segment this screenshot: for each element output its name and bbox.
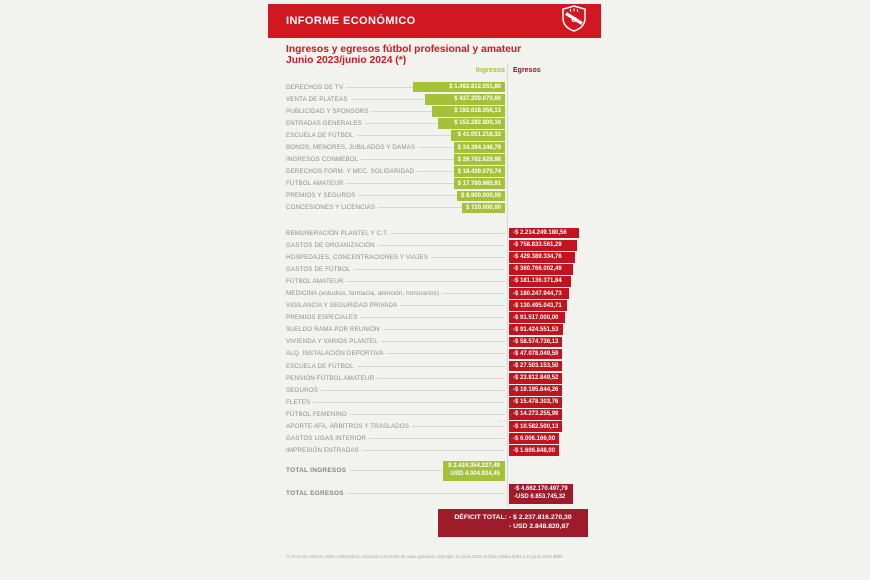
leader-line [412,426,505,427]
expense-value-bar: -$ 758.833.561,29 [509,240,577,251]
expense-value-bar: -$ 180.247.944,73 [509,288,569,299]
income-value-bar: $ 8.900.000,00 [457,191,505,202]
report-page [268,0,601,580]
total-egresos-label: TOTAL EGRESOS [286,490,344,497]
expense-value-bar: -$ 47.078.049,59 [509,349,562,360]
income-value-bar: $ 152.282.800,16 [438,118,505,129]
expense-label: GASTOS DE ORGANIZACIÓN [286,241,375,249]
income-row [286,117,601,129]
expense-label: FÚTBOL AMATEUR [286,277,344,285]
expense-row [286,396,601,408]
income-row [286,129,601,141]
expense-label: SUELDO RAMA POR REUNIÓN [286,326,380,334]
income-row [286,178,601,190]
total-ingresos-ars: $ 2.424.354.227,49 [448,462,500,469]
leader-line [377,378,505,379]
expense-value-bar: -$ 91.424.551,53 [509,324,563,335]
leader-line [313,402,505,403]
income-label: PUBLICIDAD Y SPONSORS [286,107,369,115]
leader-line [346,281,505,282]
income-label: CONCESIONES Y LICENCIAS [286,204,376,212]
expense-row [286,408,601,420]
leader-line [378,245,505,246]
leader-line [354,269,505,270]
expense-row [286,263,601,275]
income-row [286,190,601,202]
income-list [286,81,601,214]
leader-line [431,257,505,258]
income-row [286,202,601,214]
expense-list [286,227,601,457]
column-header-egresos: Egresos [513,67,541,74]
report-title: INFORME ECONÓMICO [286,15,416,27]
expense-label: HOSPEDAJES, CONCENTRACIONES Y VIAJES [286,253,429,261]
expense-row [286,300,601,312]
income-label: VENTA DE PLATEAS [286,95,348,103]
expense-value-bar: -$ 27.503.153,50 [509,361,562,372]
expense-value-bar: -$ 181.136.371,84 [509,276,571,287]
income-label: PREMIOS Y SEGUROS [286,192,356,200]
expense-label: FÚTBOL FEMENINO [286,410,347,418]
leader-line [369,438,505,439]
deficit-line1: DÉFICIT TOTAL: - $ 2.237.816.270,30 [454,514,572,522]
leader-line [381,341,505,342]
income-value-bar: $ 18.439.070,74 [454,166,505,177]
income-row [286,93,601,105]
expense-label: VIGILANCIA Y SEGURIDAD PRIVADA [286,302,398,310]
expense-row [286,275,601,287]
expense-value-bar: -$ 360.766.002,49 [509,264,573,275]
total-ingresos-usd: USD 4.004.924,45 [450,470,500,477]
deficit-line2: - USD 2.848.820,87 [508,523,570,530]
total-egresos-ars: -$ 4.662.170.497,79 [514,485,568,492]
income-value-bar: $ 17.780.985,91 [454,178,505,189]
expense-value-bar: -$ 1.606.848,00 [509,445,559,456]
expense-row [286,348,601,360]
total-egresos-box [509,484,573,504]
column-header-ingresos: Ingresos [475,67,505,74]
expense-row [286,336,601,348]
leader-line [383,329,505,330]
expense-value-bar: -$ 91.517.000,00 [509,312,565,323]
leader-line [362,450,505,451]
expense-row [286,421,601,433]
leader-line [386,353,505,354]
totals-section [286,459,601,505]
leader-line [442,293,505,294]
page-title [286,45,521,67]
leader-line [400,305,505,306]
expense-label: SEGUROS [286,386,318,394]
leader-line [360,317,505,318]
expense-row [286,372,601,384]
income-label: BONOS, MENORES, JUBILADOS Y DAMAS [286,144,416,152]
expense-label: ESCUELA DE FÚTBOL [286,362,354,370]
expense-label: MEDICINA (estudios, farmacia, atención, honorarios) [286,290,440,298]
income-value-bar: $ 41.051.216,32 [451,130,505,141]
expense-label: GASTOS LIGAS INTERIOR [286,435,367,443]
income-row [286,141,601,153]
income-label: INGRESOS CONMEBOL [286,156,359,164]
income-label: DERECHOS FORM. Y MEC. SOLIDARIDAD [286,168,415,176]
income-value-bar: $ 437.209.070,66 [425,94,505,105]
expense-value-bar: -$ 19.195.644,26 [509,385,562,396]
expense-label: ALQ. INSTALACIÓN DEPORTIVA [286,350,384,358]
expense-value-bar: -$ 15.478.303,76 [509,397,562,408]
income-value-bar: $ 26.762.628,98 [454,154,505,165]
expense-value-bar: -$ 130.495.043,71 [509,300,567,311]
expense-value-bar: -$ 23.812.849,52 [509,373,562,384]
income-row [286,81,601,93]
expense-label: PENSIÓN FÚTBOL AMATEUR [286,374,375,382]
total-ingresos-box [443,461,505,481]
income-value-bar: $ 720.000,00 [462,203,505,214]
income-label: FÚTBOL AMATEUR [286,180,344,188]
expense-label: VIVIENDA Y VARIOS PLANTEL [286,338,378,346]
expense-label: IMPRESIÓN ENTRADAS [286,447,359,455]
total-ingresos-label: TOTAL INGRESOS [286,467,347,474]
expense-row [286,312,601,324]
income-label: ENTRADAS GENERALES [286,119,362,127]
deficit-total-box [438,509,588,537]
expense-value-bar: -$ 10.582.500,13 [509,421,562,432]
page-title-line1: Ingresos y egresos fútbol profesional y amateur [286,44,522,55]
leader-line [321,390,505,391]
expense-row [286,251,601,263]
leader-line [357,366,505,367]
expense-value-bar: -$ 429.389.334,76 [509,252,575,263]
expense-value-bar: -$ 14.273.255,99 [509,409,562,420]
income-label: DERECHOS DE TV [286,83,343,91]
svg-text:U: U [571,15,577,24]
leader-line [391,233,505,234]
income-row [286,105,601,117]
leader-line [347,493,505,494]
expense-row [286,324,601,336]
page-title-line2: Junio 2023/junio 2024 (*) [286,54,407,66]
income-row [286,154,601,166]
expense-label: REMUNERACIÓN PLANTEL Y C.T. [286,229,389,237]
total-ingresos-row [286,459,601,482]
total-egresos-row [286,482,601,505]
total-egresos-usd: -USD 6.853.745,32 [514,493,566,500]
expense-row [286,239,601,251]
income-value-bar: $ 34.394.346,79 [454,142,505,153]
expense-row [286,287,601,299]
expense-row [286,384,601,396]
header-bar [268,4,601,38]
expense-row [286,360,601,372]
expense-row [286,227,601,239]
leader-line [350,414,505,415]
expense-label: APORTE AFA, ÁRBITROS Y TRASLADOS [286,423,409,431]
income-value-bar: $ 192.018.056,13 [432,106,505,117]
expense-label: FLETES [286,398,311,406]
income-row [286,166,601,178]
expense-row [286,433,601,445]
expense-value-bar: -$ 2.214.249.180,56 [509,228,579,239]
club-crest-icon [562,5,586,37]
footnote: (*) El monto total en USD contempla la cotización a la fecha de cada operación. Ejemplo: en junio 2023 el dólar estaba $481 y en junio 2024 $950 [286,554,563,559]
expense-value-bar: -$ 6.006.166,00 [509,433,559,444]
expense-label: GASTOS DE FÚTBOL [286,265,351,273]
expense-label: PREMIOS ESPECIALES [286,314,358,322]
expense-row [286,445,601,457]
income-label: ESCUELA DE FÚTBOL [286,131,354,139]
expense-value-bar: -$ 58.574.736,13 [509,337,562,348]
income-value-bar: $ 1.492.812.051,80 [413,82,505,93]
